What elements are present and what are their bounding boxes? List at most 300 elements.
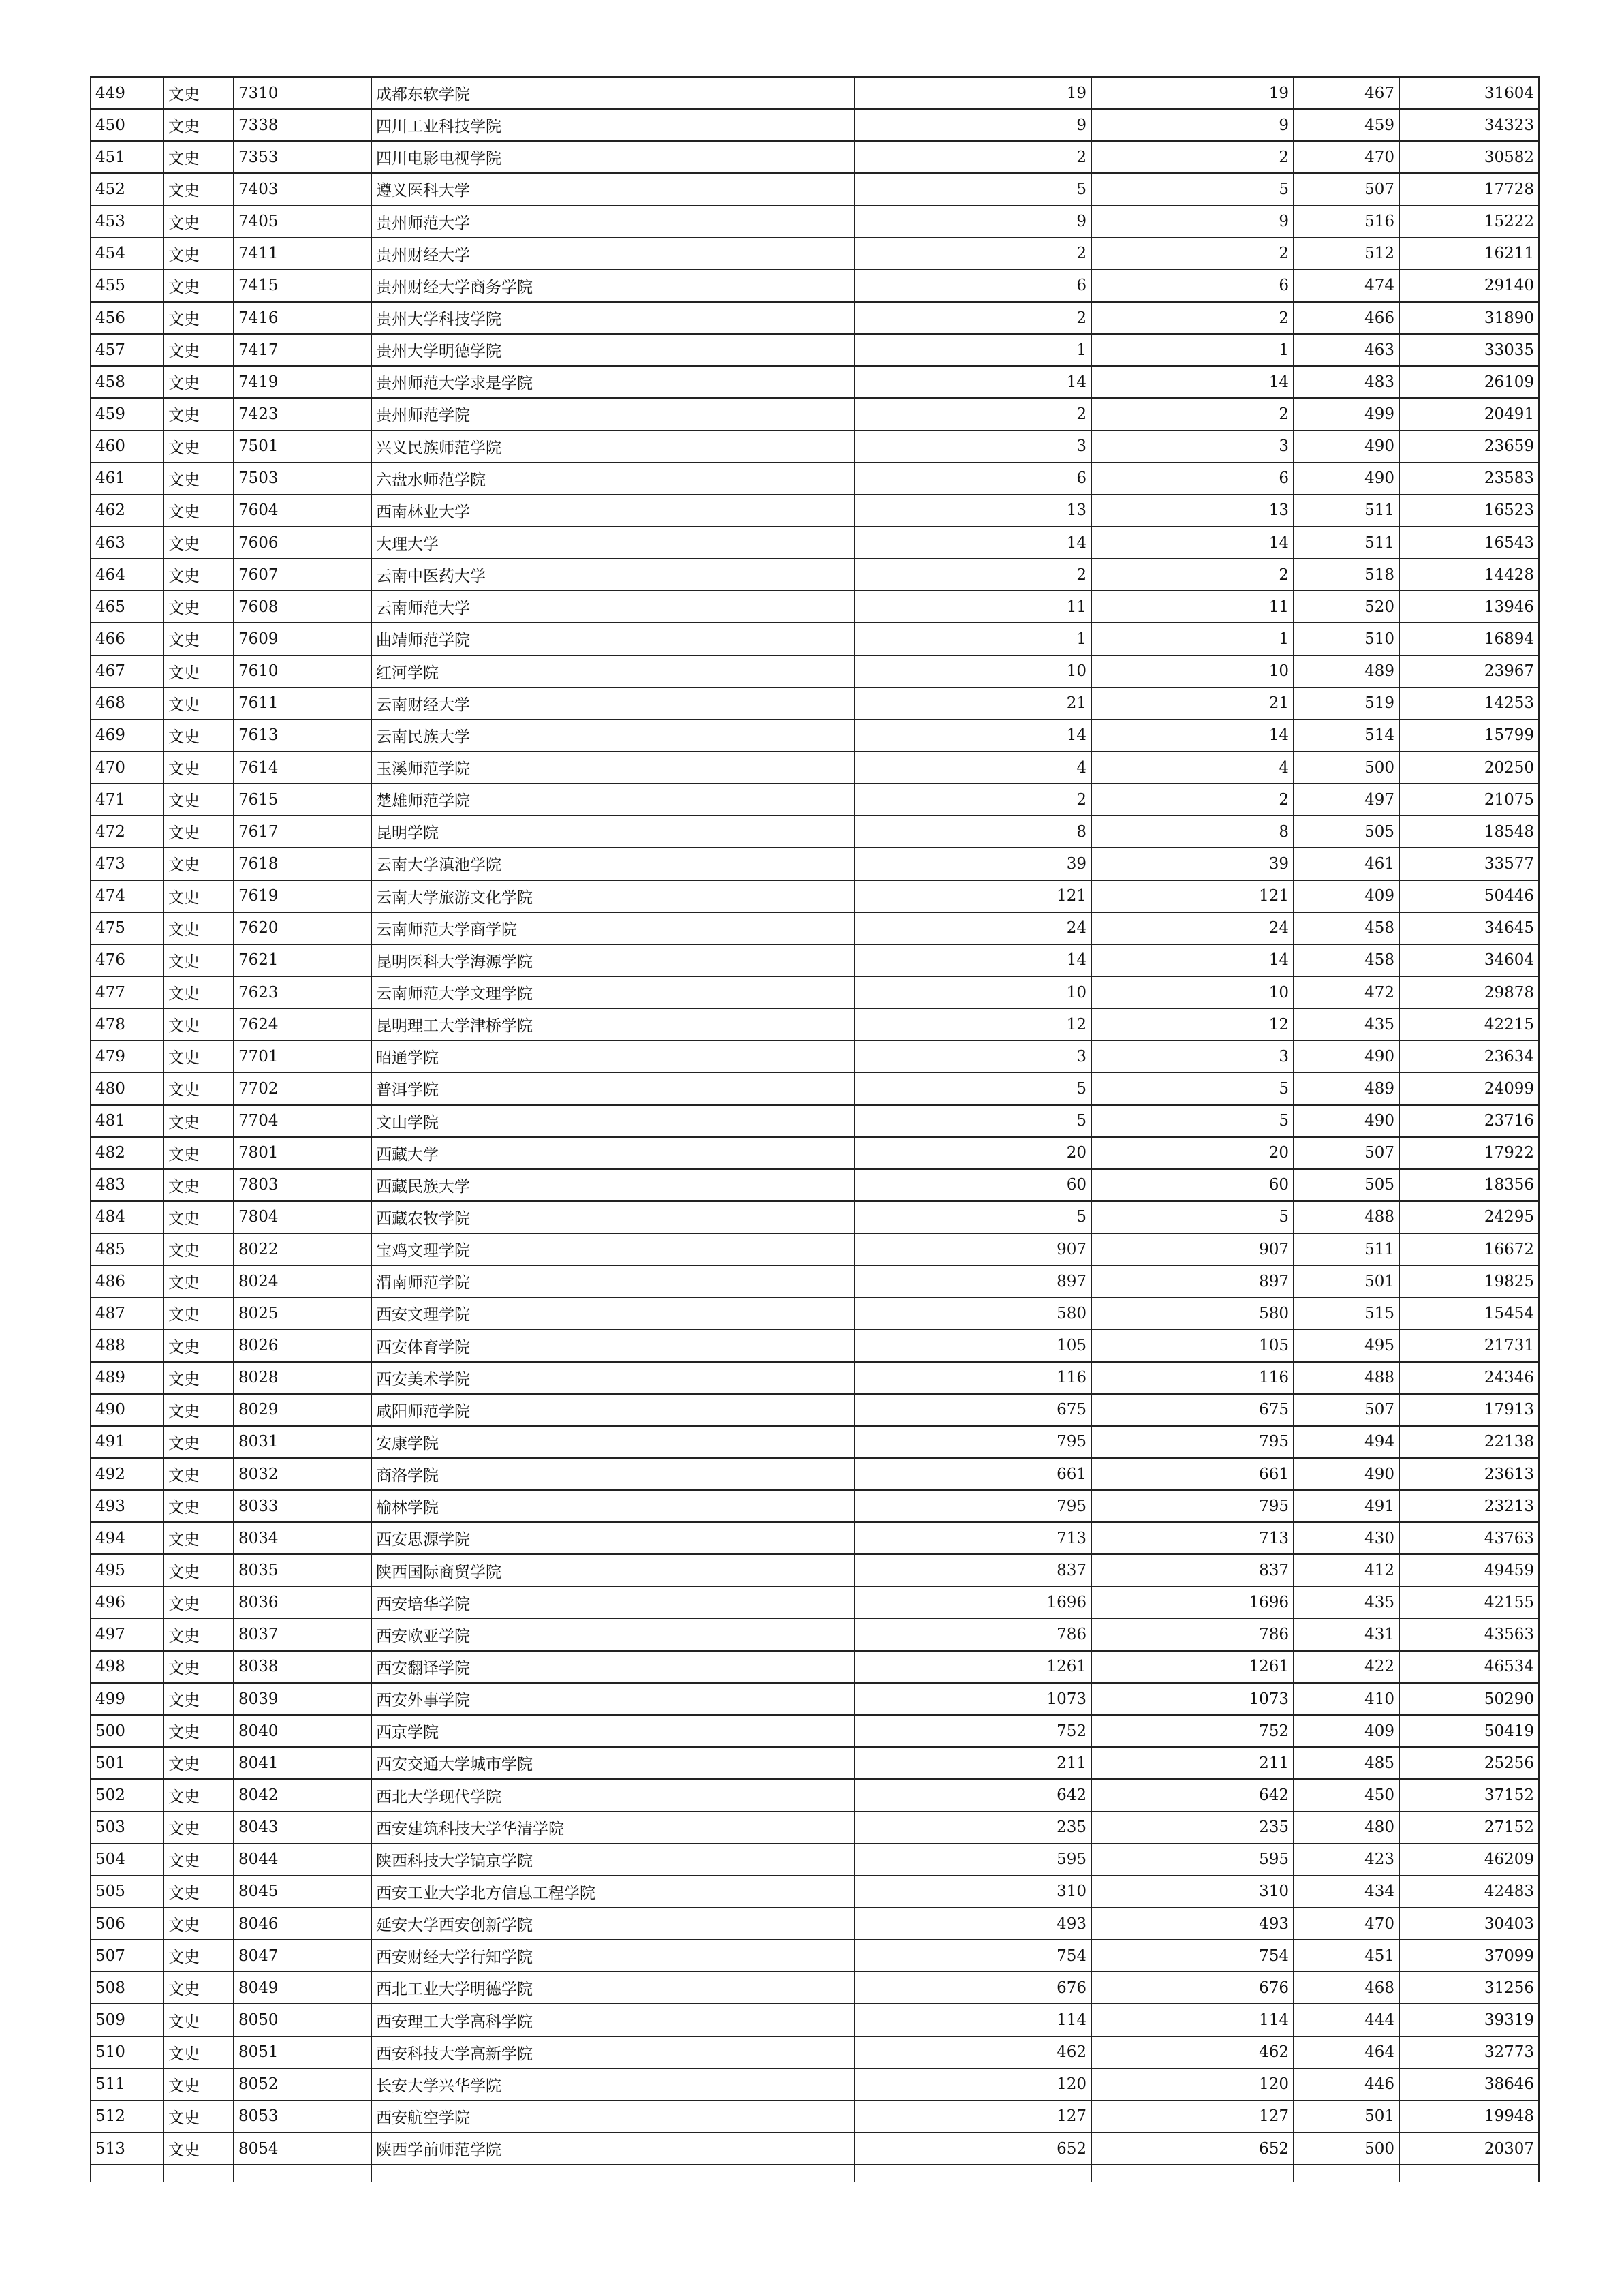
- plan-count-cell: 795: [854, 1426, 1091, 1458]
- min-score-cell: 489: [1294, 1072, 1399, 1104]
- row-number-cell: 472: [91, 816, 163, 848]
- row-number-cell: 482: [91, 1137, 163, 1169]
- row-number-cell: 481: [91, 1105, 163, 1137]
- plan-count-cell: 10: [854, 976, 1091, 1008]
- plan-count-cell: 493: [854, 1908, 1091, 1940]
- row-number-cell: 480: [91, 1072, 163, 1104]
- table-row: [91, 1715, 1539, 1747]
- min-score-cell: 491: [1294, 1490, 1399, 1522]
- school-code-cell: 8031: [234, 1426, 371, 1458]
- min-score-cell: 490: [1294, 1458, 1399, 1490]
- min-rank-cell: 23583: [1399, 463, 1539, 495]
- row-number-cell: 455: [91, 270, 163, 302]
- enrolled-count-cell: 114: [1091, 2004, 1294, 2036]
- plan-count-cell: 105: [854, 1329, 1091, 1361]
- min-rank-cell: 23967: [1399, 655, 1539, 687]
- enrolled-count-cell: 19: [1091, 77, 1294, 109]
- enrolled-count-cell: 2: [1091, 559, 1294, 591]
- table-row-continuation: [91, 2165, 1539, 2182]
- table-row: [91, 816, 1539, 848]
- plan-count-cell: 14: [854, 527, 1091, 559]
- school-code-cell: 8035: [234, 1554, 371, 1586]
- min-rank-cell: 16211: [1399, 238, 1539, 270]
- school-name-cell: 西安文理学院: [371, 1297, 854, 1329]
- enrolled-count-cell: 1: [1091, 623, 1294, 655]
- min-score-cell: 494: [1294, 1426, 1399, 1458]
- min-rank-cell: 33035: [1399, 334, 1539, 366]
- enrolled-count-cell: 5: [1091, 1201, 1294, 1233]
- plan-count-cell: 5: [854, 1072, 1091, 1104]
- school-name-cell: 昆明医科大学海源学院: [371, 944, 854, 976]
- min-rank-cell: 49459: [1399, 1554, 1539, 1586]
- row-number-cell: 465: [91, 591, 163, 623]
- school-code-cell: 7416: [234, 302, 371, 334]
- school-code-cell: 8036: [234, 1587, 371, 1619]
- enrolled-count-cell: 580: [1091, 1297, 1294, 1329]
- school-code-cell: 7415: [234, 270, 371, 302]
- min-rank-cell: 43563: [1399, 1619, 1539, 1651]
- min-rank-cell: 50419: [1399, 1715, 1539, 1747]
- school-code-cell: 8051: [234, 2036, 371, 2068]
- subject-category-cell: 文史: [163, 366, 234, 398]
- subject-category-cell: 文史: [163, 1522, 234, 1554]
- table-row: [91, 270, 1539, 302]
- school-code-cell: 8022: [234, 1233, 371, 1265]
- min-rank-cell: 30582: [1399, 141, 1539, 173]
- school-code-cell: 7614: [234, 751, 371, 784]
- enrolled-count-cell: 661: [1091, 1458, 1294, 1490]
- plan-count-cell: 837: [854, 1554, 1091, 1586]
- enrolled-count-cell: 713: [1091, 1522, 1294, 1554]
- min-score-cell: 435: [1294, 1008, 1399, 1040]
- subject-category-cell: 文史: [163, 1972, 234, 2004]
- min-rank-cell: 16672: [1399, 1233, 1539, 1265]
- school-code-cell: 8033: [234, 1490, 371, 1522]
- min-score-cell: 511: [1294, 527, 1399, 559]
- plan-count-cell: 3: [854, 431, 1091, 463]
- plan-count-cell: 3: [854, 1040, 1091, 1072]
- min-score-cell: 458: [1294, 944, 1399, 976]
- school-code-cell: 8052: [234, 2068, 371, 2101]
- school-name-cell: 西藏民族大学: [371, 1169, 854, 1201]
- plan-count-cell: 1: [854, 623, 1091, 655]
- table-row: [91, 1554, 1539, 1586]
- row-number-cell: 487: [91, 1297, 163, 1329]
- school-code-cell: 7621: [234, 944, 371, 976]
- plan-count-cell: 5: [854, 1201, 1091, 1233]
- school-code-cell: 8039: [234, 1683, 371, 1715]
- school-name-cell: 云南大学滇池学院: [371, 848, 854, 880]
- plan-count-cell: 14: [854, 719, 1091, 751]
- subject-category-cell: 文史: [163, 1587, 234, 1619]
- table-row: [91, 2036, 1539, 2068]
- enrolled-count-cell: 14: [1091, 366, 1294, 398]
- school-name-cell: 西安欧亚学院: [371, 1619, 854, 1651]
- enrolled-count-cell: 1073: [1091, 1683, 1294, 1715]
- subject-category-cell: 文史: [163, 109, 234, 141]
- table-row: [91, 1683, 1539, 1715]
- min-rank-cell: 46534: [1399, 1651, 1539, 1683]
- empty-cell: [854, 2165, 1091, 2182]
- plan-count-cell: 1696: [854, 1587, 1091, 1619]
- table-row: [91, 1329, 1539, 1361]
- enrolled-count-cell: 595: [1091, 1844, 1294, 1876]
- min-rank-cell: 19825: [1399, 1265, 1539, 1297]
- enrolled-count-cell: 14: [1091, 527, 1294, 559]
- subject-category-cell: 文史: [163, 1876, 234, 1908]
- enrolled-count-cell: 5: [1091, 1072, 1294, 1104]
- subject-category-cell: 文史: [163, 1908, 234, 1940]
- subject-category-cell: 文史: [163, 944, 234, 976]
- empty-cell: [163, 2165, 234, 2182]
- subject-category-cell: 文史: [163, 1169, 234, 1201]
- school-name-cell: 西藏大学: [371, 1137, 854, 1169]
- min-score-cell: 409: [1294, 880, 1399, 912]
- enrolled-count-cell: 795: [1091, 1426, 1294, 1458]
- min-rank-cell: 20307: [1399, 2133, 1539, 2165]
- enrolled-count-cell: 2: [1091, 398, 1294, 430]
- row-number-cell: 467: [91, 655, 163, 687]
- enrolled-count-cell: 10: [1091, 976, 1294, 1008]
- table-row: [91, 1940, 1539, 1972]
- school-code-cell: 8040: [234, 1715, 371, 1747]
- min-rank-cell: 14253: [1399, 687, 1539, 719]
- school-code-cell: 7624: [234, 1008, 371, 1040]
- plan-count-cell: 642: [854, 1779, 1091, 1811]
- subject-category-cell: 文史: [163, 1105, 234, 1137]
- enrolled-count-cell: 5: [1091, 1105, 1294, 1137]
- enrolled-count-cell: 462: [1091, 2036, 1294, 2068]
- min-rank-cell: 50446: [1399, 880, 1539, 912]
- school-name-cell: 西安体育学院: [371, 1329, 854, 1361]
- min-score-cell: 412: [1294, 1554, 1399, 1586]
- row-number-cell: 504: [91, 1844, 163, 1876]
- plan-count-cell: 116: [854, 1362, 1091, 1394]
- min-rank-cell: 16523: [1399, 495, 1539, 527]
- plan-count-cell: 9: [854, 109, 1091, 141]
- plan-count-cell: 2: [854, 559, 1091, 591]
- min-score-cell: 434: [1294, 1876, 1399, 1908]
- table-row: [91, 2068, 1539, 2101]
- min-score-cell: 488: [1294, 1362, 1399, 1394]
- min-score-cell: 507: [1294, 1137, 1399, 1169]
- plan-count-cell: 114: [854, 2004, 1091, 2036]
- school-code-cell: 7702: [234, 1072, 371, 1104]
- enrolled-count-cell: 120: [1091, 2068, 1294, 2101]
- row-number-cell: 479: [91, 1040, 163, 1072]
- row-number-cell: 462: [91, 495, 163, 527]
- min-score-cell: 446: [1294, 2068, 1399, 2101]
- row-number-cell: 500: [91, 1715, 163, 1747]
- table-row: [91, 1747, 1539, 1779]
- school-code-cell: 7405: [234, 206, 371, 238]
- school-name-cell: 大理大学: [371, 527, 854, 559]
- enrolled-count-cell: 897: [1091, 1265, 1294, 1297]
- table-row: [91, 334, 1539, 366]
- table-row: [91, 206, 1539, 238]
- table-row: [91, 1651, 1539, 1683]
- row-number-cell: 463: [91, 527, 163, 559]
- row-number-cell: 474: [91, 880, 163, 912]
- row-number-cell: 454: [91, 238, 163, 270]
- school-name-cell: 贵州大学科技学院: [371, 302, 854, 334]
- school-name-cell: 六盘水师范学院: [371, 463, 854, 495]
- min-score-cell: 431: [1294, 1619, 1399, 1651]
- school-code-cell: 8028: [234, 1362, 371, 1394]
- row-number-cell: 491: [91, 1426, 163, 1458]
- subject-category-cell: 文史: [163, 751, 234, 784]
- table-body: [91, 77, 1539, 2182]
- subject-category-cell: 文史: [163, 976, 234, 1008]
- min-score-cell: 470: [1294, 141, 1399, 173]
- min-rank-cell: 42155: [1399, 1587, 1539, 1619]
- subject-category-cell: 文史: [163, 1844, 234, 1876]
- enrolled-count-cell: 11: [1091, 591, 1294, 623]
- subject-category-cell: 文史: [163, 1619, 234, 1651]
- table-row: [91, 944, 1539, 976]
- plan-count-cell: 1: [854, 334, 1091, 366]
- enrolled-count-cell: 12: [1091, 1008, 1294, 1040]
- subject-category-cell: 文史: [163, 1137, 234, 1169]
- subject-category-cell: 文史: [163, 1747, 234, 1779]
- enrolled-count-cell: 24: [1091, 912, 1294, 944]
- table-row: [91, 1105, 1539, 1137]
- admission-score-table: [90, 76, 1540, 2182]
- table-row: [91, 398, 1539, 430]
- min-rank-cell: 34645: [1399, 912, 1539, 944]
- table-row: [91, 751, 1539, 784]
- plan-count-cell: 2: [854, 238, 1091, 270]
- row-number-cell: 484: [91, 1201, 163, 1233]
- plan-count-cell: 21: [854, 687, 1091, 719]
- subject-category-cell: 文史: [163, 1008, 234, 1040]
- min-score-cell: 490: [1294, 463, 1399, 495]
- enrolled-count-cell: 14: [1091, 719, 1294, 751]
- min-rank-cell: 31604: [1399, 77, 1539, 109]
- school-code-cell: 7503: [234, 463, 371, 495]
- subject-category-cell: 文史: [163, 1426, 234, 1458]
- min-rank-cell: 18548: [1399, 816, 1539, 848]
- school-code-cell: 7620: [234, 912, 371, 944]
- min-rank-cell: 32773: [1399, 2036, 1539, 2068]
- min-score-cell: 499: [1294, 398, 1399, 430]
- school-code-cell: 8044: [234, 1844, 371, 1876]
- subject-category-cell: 文史: [163, 1715, 234, 1747]
- row-number-cell: 503: [91, 1812, 163, 1844]
- enrolled-count-cell: 121: [1091, 880, 1294, 912]
- min-rank-cell: 16543: [1399, 527, 1539, 559]
- enrolled-count-cell: 837: [1091, 1554, 1294, 1586]
- enrolled-count-cell: 14: [1091, 944, 1294, 976]
- enrolled-count-cell: 2: [1091, 302, 1294, 334]
- school-name-cell: 西南林业大学: [371, 495, 854, 527]
- plan-count-cell: 754: [854, 1940, 1091, 1972]
- subject-category-cell: 文史: [163, 1394, 234, 1426]
- subject-category-cell: 文史: [163, 655, 234, 687]
- school-name-cell: 咸阳师范学院: [371, 1394, 854, 1426]
- plan-count-cell: 5: [854, 1105, 1091, 1137]
- school-name-cell: 成都东软学院: [371, 77, 854, 109]
- school-code-cell: 7609: [234, 623, 371, 655]
- min-score-cell: 461: [1294, 848, 1399, 880]
- school-name-cell: 西安交通大学城市学院: [371, 1747, 854, 1779]
- row-number-cell: 495: [91, 1554, 163, 1586]
- subject-category-cell: 文史: [163, 1458, 234, 1490]
- plan-count-cell: 120: [854, 2068, 1091, 2101]
- school-name-cell: 陕西科技大学镐京学院: [371, 1844, 854, 1876]
- enrolled-count-cell: 2: [1091, 784, 1294, 816]
- subject-category-cell: 文史: [163, 687, 234, 719]
- row-number-cell: 457: [91, 334, 163, 366]
- min-rank-cell: 17922: [1399, 1137, 1539, 1169]
- plan-count-cell: 676: [854, 1972, 1091, 2004]
- school-name-cell: 商洛学院: [371, 1458, 854, 1490]
- table-row: [91, 719, 1539, 751]
- table-row: [91, 1394, 1539, 1426]
- school-name-cell: 宝鸡文理学院: [371, 1233, 854, 1265]
- school-code-cell: 7803: [234, 1169, 371, 1201]
- row-number-cell: 483: [91, 1169, 163, 1201]
- school-name-cell: 西安外事学院: [371, 1683, 854, 1715]
- row-number-cell: 475: [91, 912, 163, 944]
- min-score-cell: 470: [1294, 1908, 1399, 1940]
- enrolled-count-cell: 211: [1091, 1747, 1294, 1779]
- row-number-cell: 513: [91, 2133, 163, 2165]
- min-score-cell: 520: [1294, 591, 1399, 623]
- min-rank-cell: 27152: [1399, 1812, 1539, 1844]
- min-rank-cell: 16894: [1399, 623, 1539, 655]
- subject-category-cell: 文史: [163, 2133, 234, 2165]
- plan-count-cell: 10: [854, 655, 1091, 687]
- school-code-cell: 7607: [234, 559, 371, 591]
- plan-count-cell: 235: [854, 1812, 1091, 1844]
- min-score-cell: 459: [1294, 109, 1399, 141]
- school-code-cell: 8029: [234, 1394, 371, 1426]
- plan-count-cell: 211: [854, 1747, 1091, 1779]
- subject-category-cell: 文史: [163, 463, 234, 495]
- school-name-cell: 贵州师范学院: [371, 398, 854, 430]
- min-rank-cell: 46209: [1399, 1844, 1539, 1876]
- min-rank-cell: 14428: [1399, 559, 1539, 591]
- plan-count-cell: 60: [854, 1169, 1091, 1201]
- min-score-cell: 458: [1294, 912, 1399, 944]
- school-name-cell: 陕西国际商贸学院: [371, 1554, 854, 1586]
- subject-category-cell: 文史: [163, 591, 234, 623]
- empty-cell: [1399, 2165, 1539, 2182]
- school-name-cell: 西北大学现代学院: [371, 1779, 854, 1811]
- row-number-cell: 505: [91, 1876, 163, 1908]
- min-score-cell: 515: [1294, 1297, 1399, 1329]
- plan-count-cell: 897: [854, 1265, 1091, 1297]
- plan-count-cell: 310: [854, 1876, 1091, 1908]
- subject-category-cell: 文史: [163, 623, 234, 655]
- school-code-cell: 7610: [234, 655, 371, 687]
- min-score-cell: 512: [1294, 238, 1399, 270]
- school-code-cell: 8032: [234, 1458, 371, 1490]
- school-name-cell: 西安培华学院: [371, 1587, 854, 1619]
- plan-count-cell: 24: [854, 912, 1091, 944]
- enrolled-count-cell: 9: [1091, 206, 1294, 238]
- empty-cell: [371, 2165, 854, 2182]
- enrolled-count-cell: 116: [1091, 1362, 1294, 1394]
- plan-count-cell: 127: [854, 2101, 1091, 2133]
- enrolled-count-cell: 754: [1091, 1940, 1294, 1972]
- subject-category-cell: 文史: [163, 719, 234, 751]
- school-code-cell: 7801: [234, 1137, 371, 1169]
- table-row: [91, 912, 1539, 944]
- min-score-cell: 505: [1294, 1169, 1399, 1201]
- enrolled-count-cell: 642: [1091, 1779, 1294, 1811]
- table-row: [91, 1265, 1539, 1297]
- plan-count-cell: 752: [854, 1715, 1091, 1747]
- min-rank-cell: 20491: [1399, 398, 1539, 430]
- school-name-cell: 榆林学院: [371, 1490, 854, 1522]
- table-row: [91, 1812, 1539, 1844]
- school-code-cell: 7423: [234, 398, 371, 430]
- enrolled-count-cell: 786: [1091, 1619, 1294, 1651]
- enrolled-count-cell: 10: [1091, 655, 1294, 687]
- school-name-cell: 西京学院: [371, 1715, 854, 1747]
- school-name-cell: 西安理工大学高科学院: [371, 2004, 854, 2036]
- school-code-cell: 8053: [234, 2101, 371, 2133]
- table-row: [91, 1619, 1539, 1651]
- plan-count-cell: 786: [854, 1619, 1091, 1651]
- row-number-cell: 459: [91, 398, 163, 430]
- plan-count-cell: 713: [854, 1522, 1091, 1554]
- school-name-cell: 西安科技大学高新学院: [371, 2036, 854, 2068]
- school-name-cell: 西安翻译学院: [371, 1651, 854, 1683]
- table-row: [91, 463, 1539, 495]
- row-number-cell: 510: [91, 2036, 163, 2068]
- school-name-cell: 陕西学前师范学院: [371, 2133, 854, 2165]
- table-row: [91, 173, 1539, 205]
- table-row: [91, 1522, 1539, 1554]
- min-rank-cell: 17728: [1399, 173, 1539, 205]
- school-name-cell: 普洱学院: [371, 1072, 854, 1104]
- school-name-cell: 安康学院: [371, 1426, 854, 1458]
- plan-count-cell: 2: [854, 141, 1091, 173]
- subject-category-cell: 文史: [163, 784, 234, 816]
- school-name-cell: 西安工业大学北方信息工程学院: [371, 1876, 854, 1908]
- table-row: [91, 1072, 1539, 1104]
- subject-category-cell: 文史: [163, 334, 234, 366]
- row-number-cell: 456: [91, 302, 163, 334]
- subject-category-cell: 文史: [163, 1297, 234, 1329]
- row-number-cell: 511: [91, 2068, 163, 2101]
- table-row: [91, 1458, 1539, 1490]
- subject-category-cell: 文史: [163, 1779, 234, 1811]
- plan-count-cell: 6: [854, 270, 1091, 302]
- row-number-cell: 489: [91, 1362, 163, 1394]
- plan-count-cell: 907: [854, 1233, 1091, 1265]
- min-score-cell: 474: [1294, 270, 1399, 302]
- min-rank-cell: 30403: [1399, 1908, 1539, 1940]
- subject-category-cell: 文史: [163, 1362, 234, 1394]
- table-row: [91, 1008, 1539, 1040]
- min-score-cell: 507: [1294, 1394, 1399, 1426]
- plan-count-cell: 2: [854, 302, 1091, 334]
- min-score-cell: 490: [1294, 1105, 1399, 1137]
- school-name-cell: 昆明理工大学津桥学院: [371, 1008, 854, 1040]
- min-rank-cell: 31256: [1399, 1972, 1539, 2004]
- school-name-cell: 云南师范大学文理学院: [371, 976, 854, 1008]
- school-name-cell: 云南大学旅游文化学院: [371, 880, 854, 912]
- school-name-cell: 延安大学西安创新学院: [371, 1908, 854, 1940]
- min-rank-cell: 24346: [1399, 1362, 1539, 1394]
- subject-category-cell: 文史: [163, 1812, 234, 1844]
- row-number-cell: 512: [91, 2101, 163, 2133]
- school-code-cell: 7403: [234, 173, 371, 205]
